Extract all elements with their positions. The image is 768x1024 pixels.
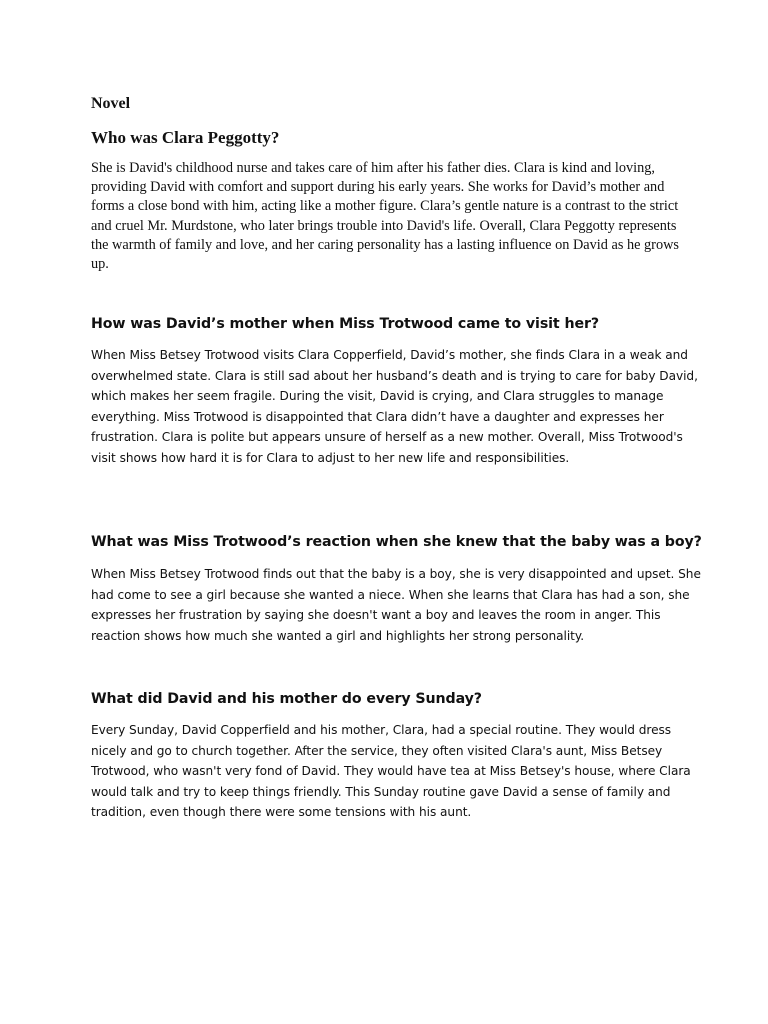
section-body-davids-mother: When Miss Betsey Trotwood visits Clara Copperfield, David’s mother, she finds Clara in a weak and overwhelmed state. Clara is still sad about her husband’s death and is trying to care for baby David, which makes her seem fragile. During the visit, David is crying, and Clara struggles to manage everything. Miss Trotwood is disappointed that Clara didn’t have a daughter and expresses her frustration. Clara is polite but appears unsure of herself as a new mother. Overall, Miss Trotwood's visit shows how hard it is for Clara to adjust to her new life and responsibilities. <box>91 348 698 465</box>
section-heading-trotwood-reaction: What was Miss Trotwood’s reaction when she knew that the baby was a boy? <box>91 534 702 550</box>
section-heading-davids-mother: How was David’s mother when Miss Trotwood came to visit her? <box>91 316 599 332</box>
section-heading-every-sunday: What did David and his mother do every Sunday? <box>91 691 482 707</box>
section-heading-clara-peggotty: Who was Clara Peggotty? <box>91 128 280 147</box>
section-body-trotwood-reaction: When Miss Betsey Trotwood finds out that the baby is a boy, she is very disappointed and upset. She had come to see a girl because she wanted a niece. When she learns that Clara has had a son, she expresses her frustration by saying she doesn't want a boy and leaves the room in anger. This reaction shows how much she wanted a girl and highlights her strong personality. <box>91 567 701 643</box>
section-body-every-sunday: Every Sunday, David Copperfield and his mother, Clara, had a special routine. They would dress nicely and go to church together. After the service, they often visited Clara's aunt, Miss Betsey Trotwood, who wasn't very fond of David. They would have tea at Miss Betsey's house, where Clara would talk and try to keep things friendly. This Sunday routine gave David a sense of family and tradition, even though there were some tensions with his aunt. <box>91 723 691 820</box>
section-body-clara-peggotty: She is David's childhood nurse and takes care of him after his father dies. Clara is kind and loving, providing David with comfort and support during his early years. She works for David’s mother and forms a close bond with him, acting like a mother figure. Clara’s gentle nature is a contrast to the strict and cruel Mr. Murdstone, who later brings trouble into David's life. Overall, Clara Peggotty represents the warmth of family and love, and her caring personality has a lasting influence on David as he grows up. <box>91 160 679 273</box>
document-title: Novel <box>91 95 131 112</box>
